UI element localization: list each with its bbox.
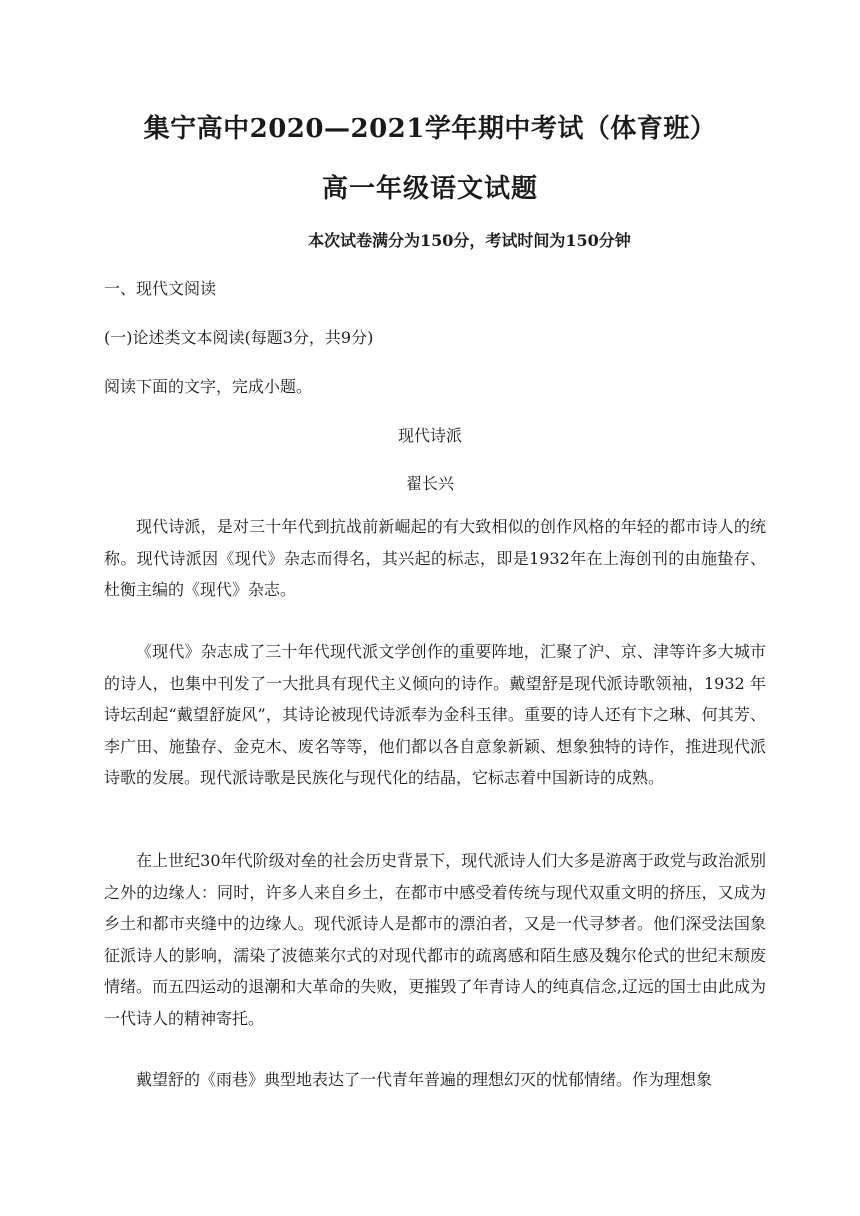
exam-title: 集宁高中2020—2021学年期中考试（体育班） (143, 114, 717, 144)
article-title: 现代诗派 (397, 426, 462, 445)
article-paragraph-4: 戴望舒的《雨巷》典型地表达了一代青年普遍的理想幻灭的忧郁情绪。作为理想象 (136, 1070, 713, 1089)
article-author: 翟长兴 (405, 474, 454, 493)
exam-subtitle: 高一年级语文试题 (321, 174, 538, 204)
section-instruction: 阅读下面的文字，完成小题。 (104, 377, 313, 396)
article-paragraph-2: 《现代》杂志成了三十年代现代派文学创作的重要阵地，汇聚了沪、京、津等许多大城市的诗人，也集中刊发了一大批具有现代主义倾向的诗作。戴望舒是现代派诗歌领袖，1932 年诗坛刮起“戴望舒旋风”，其诗论被现代诗派奉为金科玉律。重要的诗人还有卞之琳、何其芳、李广田、施蛰存、金克木、废名等等，他们都以各自意象新颖、想象独特的诗作，推进现代派诗歌的发展。现代派诗歌是民族化与现代化的结晶，它标志着中国新诗的成熟。 (104, 642, 766, 787)
article-paragraph-1: 现代诗派，是对三十年代到抗战前新崛起的有大致相似的创作风格的年轻的都市诗人的统称。现代诗派因《现代》杂志而得名，其兴起的标志，即是1932年在上海创刊的由施蛰存、杜衡主编的《现代》杂志。 (104, 517, 766, 599)
article-paragraph-3: 在上世纪30年代阶级对垒的社会历史背景下，现代派诗人们大多是游离于政党与政治派别之外的边缘人：同时，许多人来自乡土，在都市中感受着传统与现代双重文明的挤压，又成为乡土和都市夹缝中的边缘人。现代派诗人是都市的漂泊者，又是一代寻梦者。他们深受法国象征派诗人的影响，濡染了波德莱尔式的对现代都市的疏离感和陌生感及魏尔伦式的世纪末颓废情绪。而五四运动的退潮和大革命的失败，更摧毁了年青诗人的纯真信念,辽远的国士由此成为一代诗人的精神寄托。 (104, 851, 766, 1028)
exam-note: 本次试卷满分为150分，考试时间为150分钟 (308, 231, 631, 250)
section-subheading: (一)论述类文本阅读(每题3分，共9分) (104, 328, 374, 347)
section-heading: 一、现代文阅读 (104, 279, 217, 298)
